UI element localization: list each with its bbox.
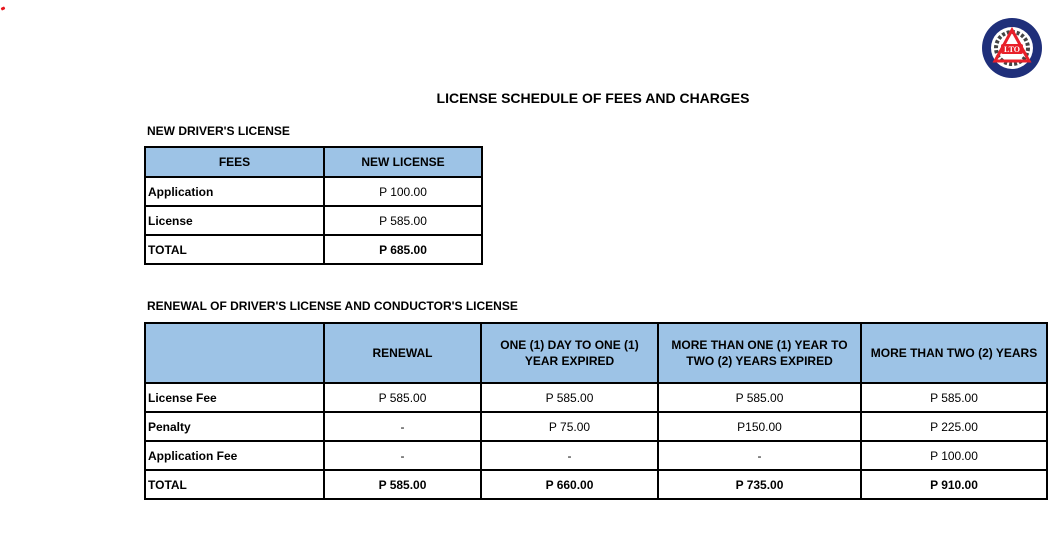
fee-value: P 100.00 bbox=[324, 177, 482, 206]
table-row bbox=[145, 441, 1047, 470]
fee-value: P 585.00 bbox=[324, 206, 482, 235]
row-label: License bbox=[145, 206, 324, 235]
fee-value: P 585.00 bbox=[658, 383, 861, 412]
fee-value: - bbox=[658, 441, 861, 470]
total-value: P 585.00 bbox=[324, 470, 481, 499]
total-value: P 685.00 bbox=[324, 235, 482, 264]
table-row bbox=[145, 412, 1047, 441]
fee-value: P 100.00 bbox=[861, 441, 1047, 470]
row-label: Application bbox=[145, 177, 324, 206]
page-title: LICENSE SCHEDULE OF FEES AND CHARGES bbox=[436, 90, 750, 106]
table-row bbox=[145, 383, 1047, 412]
total-value: P 735.00 bbox=[658, 470, 861, 499]
column-header-one-to-two-years: MORE THAN ONE (1) YEAR TO TWO (2) YEARS EXPIRED bbox=[658, 323, 861, 383]
row-label: TOTAL bbox=[145, 470, 324, 499]
renewal-table bbox=[144, 322, 1048, 500]
fee-value: - bbox=[481, 441, 658, 470]
column-header-blank bbox=[145, 323, 324, 383]
svg-text:LTO: LTO bbox=[1003, 45, 1021, 54]
fee-value: P 585.00 bbox=[861, 383, 1047, 412]
row-label: Application Fee bbox=[145, 441, 324, 470]
table-header-row bbox=[145, 323, 1047, 383]
fee-value: - bbox=[324, 441, 481, 470]
row-label: TOTAL bbox=[145, 235, 324, 264]
total-value: P 660.00 bbox=[481, 470, 658, 499]
red-mark bbox=[1, 6, 6, 10]
fee-value: P 585.00 bbox=[324, 383, 481, 412]
new-license-table bbox=[144, 146, 483, 265]
table-row bbox=[145, 206, 482, 235]
column-header-new-license: NEW LICENSE bbox=[324, 147, 482, 177]
column-header-more-than-two-years: MORE THAN TWO (2) YEARS bbox=[861, 323, 1047, 383]
fee-value: P150.00 bbox=[658, 412, 861, 441]
total-row bbox=[145, 235, 482, 264]
lto-seal-icon bbox=[981, 17, 1043, 79]
column-header-renewal: RENEWAL bbox=[324, 323, 481, 383]
fee-value: - bbox=[324, 412, 481, 441]
row-label: Penalty bbox=[145, 412, 324, 441]
total-value: P 910.00 bbox=[861, 470, 1047, 499]
fee-value: P 225.00 bbox=[861, 412, 1047, 441]
total-row bbox=[145, 470, 1047, 499]
column-header-fees: FEES bbox=[145, 147, 324, 177]
fee-value: P 585.00 bbox=[481, 383, 658, 412]
new-license-section-label: NEW DRIVER'S LICENSE bbox=[147, 124, 290, 138]
table-row bbox=[145, 177, 482, 206]
renewal-section-label: RENEWAL OF DRIVER'S LICENSE AND CONDUCTOR'S LICENSE bbox=[147, 299, 518, 313]
table-header-row bbox=[145, 147, 482, 177]
row-label: License Fee bbox=[145, 383, 324, 412]
fee-value: P 75.00 bbox=[481, 412, 658, 441]
column-header-one-day-to-one-year: ONE (1) DAY TO ONE (1) YEAR EXPIRED bbox=[481, 323, 658, 383]
